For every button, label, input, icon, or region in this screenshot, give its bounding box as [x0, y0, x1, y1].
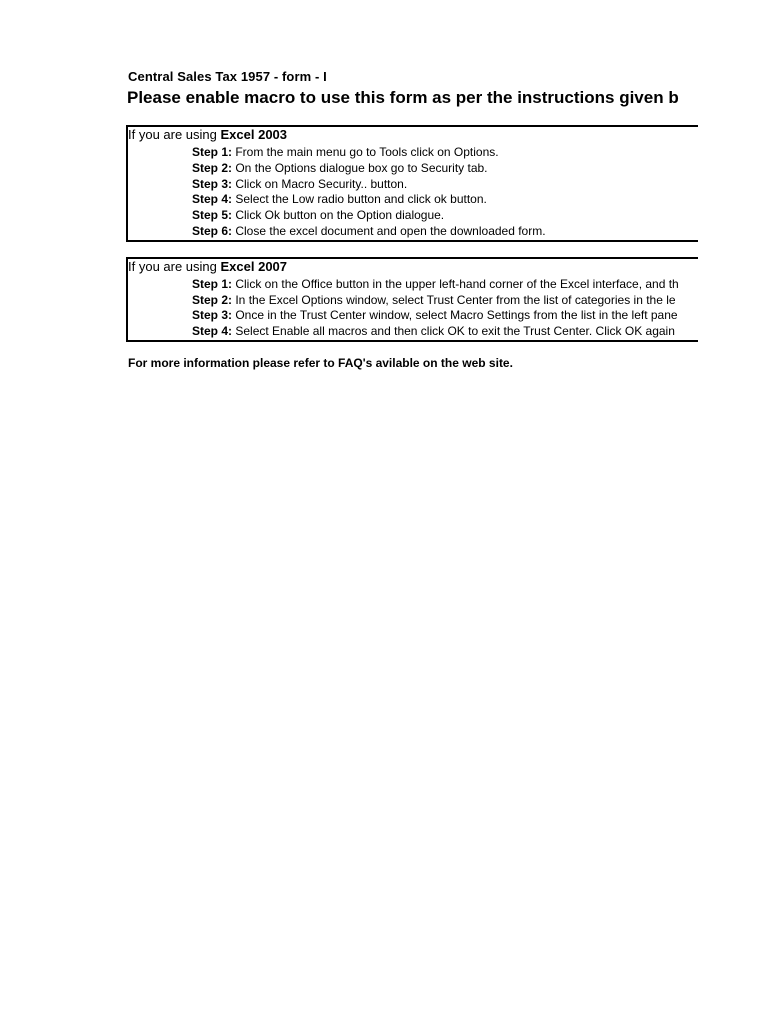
excel-2007-step-4	[192, 324, 675, 338]
step-text: Click on the Office button in the upper left-hand corner of the Excel interface, and th	[232, 277, 679, 291]
excel-2003-heading	[128, 127, 287, 142]
step-label: Step 4:	[192, 324, 233, 338]
excel-2007-instructions-box	[126, 257, 698, 342]
excel-2003-step-5	[192, 208, 444, 222]
step-label: Step 2:	[192, 293, 233, 307]
form-title: Central Sales Tax 1957 - form - I	[128, 69, 327, 84]
step-text: Select Enable all macros and then click OK to exit the Trust Center. Click OK again	[232, 324, 675, 338]
excel-2003-step-6	[192, 224, 546, 238]
excel-2003-step-4	[192, 192, 487, 206]
faq-note: For more information please refer to FAQ's avilable on the web site.	[128, 356, 513, 370]
excel-2007-step-3	[192, 308, 678, 322]
step-label: Step 4:	[192, 192, 233, 206]
step-label: Step 1:	[192, 277, 233, 291]
excel-2007-version: Excel 2007	[220, 259, 288, 274]
step-label: Step 1:	[192, 145, 233, 159]
step-text: Click Ok button on the Option dialogue.	[232, 208, 445, 222]
step-label: Step 6:	[192, 224, 233, 238]
step-label: Step 3:	[192, 308, 233, 322]
excel-2007-heading-prefix: If you are using	[128, 259, 221, 274]
step-label: Step 3:	[192, 177, 233, 191]
excel-2007-step-2	[192, 293, 676, 307]
step-label: Step 5:	[192, 208, 233, 222]
step-text: From the main menu go to Tools click on Options.	[232, 145, 499, 159]
excel-2003-instructions-box	[126, 125, 698, 242]
excel-2003-step-1	[192, 145, 499, 159]
excel-2007-step-1	[192, 277, 679, 291]
excel-2003-heading-prefix: If you are using	[128, 127, 221, 142]
step-text: Select the Low radio button and click ok button.	[232, 192, 487, 206]
step-text: In the Excel Options window, select Trust Center from the list of categories in the le	[232, 293, 676, 307]
excel-2007-heading	[128, 259, 287, 274]
step-text: Close the excel document and open the downloaded form.	[232, 224, 546, 238]
excel-2003-step-3	[192, 177, 407, 191]
instruction-title: Please enable macro to use this form as per the instructions given b	[127, 88, 679, 107]
step-text: Click on Macro Security.. button.	[232, 177, 408, 191]
step-text: On the Options dialogue box go to Security tab.	[232, 161, 488, 175]
excel-2003-step-2	[192, 161, 488, 175]
excel-2003-version: Excel 2003	[220, 127, 288, 142]
step-label: Step 2:	[192, 161, 233, 175]
step-text: Once in the Trust Center window, select Macro Settings from the list in the left pane	[232, 308, 678, 322]
